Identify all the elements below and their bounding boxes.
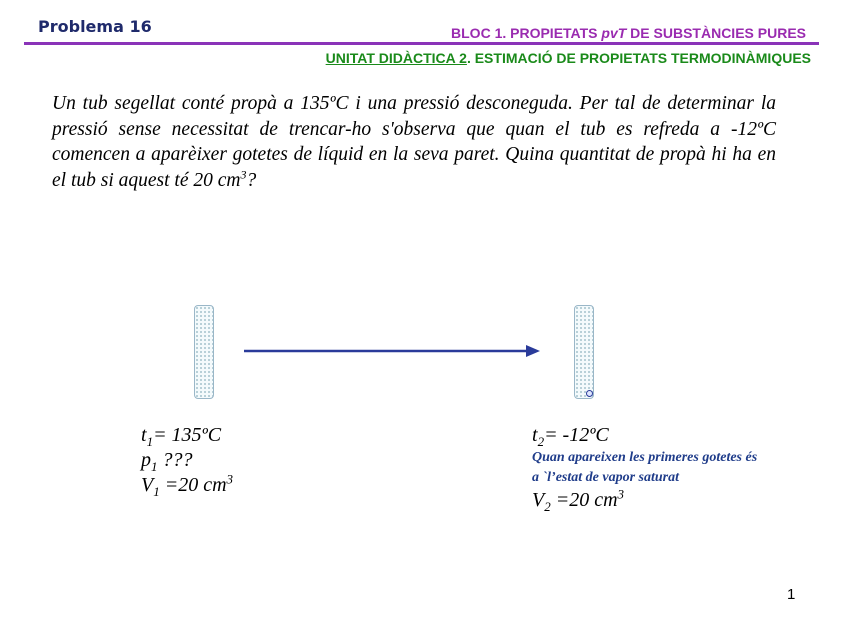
saturated-vapor-note-line-1: Quan apareixen les primeres gotetes és	[532, 450, 758, 465]
v2-symbol: V	[532, 489, 545, 511]
page-number: 1	[787, 586, 796, 603]
t2-symbol: t	[532, 424, 538, 446]
v2-superscript: 3	[617, 486, 625, 502]
unit-title-rest: . ESTIMACIÓ DE PROPIETATS TERMODINÀMIQUES	[466, 50, 811, 66]
final-volume	[532, 488, 757, 513]
initial-temperature	[141, 423, 233, 448]
block-title	[451, 25, 806, 41]
statement-end: ?	[246, 169, 257, 191]
final-temperature	[532, 423, 757, 448]
v1-symbol: V	[141, 474, 154, 496]
sealed-tube-initial	[194, 305, 214, 399]
t1-symbol: t	[141, 424, 147, 446]
statement-text: Un tub segellat conté propà a 135ºC i una pressió desconeguda. Per tal de determinar la pressió sense necessitat de trencar-ho s'observa que quan el tub es refreda a -12ºC comencen a aparèixer gotetes de líquid en la seva paret. Quina quantitat de propà hi ha en el tub si aquest té 20 cm	[52, 93, 776, 191]
unit-title-underlined: UNITAT DIDÀCTICA 2	[325, 50, 467, 66]
v1-value: =20 cm	[159, 474, 227, 496]
initial-state	[141, 423, 233, 498]
v1-subscript: 1	[153, 484, 160, 499]
p1-subscript: 1	[151, 459, 158, 474]
t2-value: = -12ºC	[544, 424, 609, 446]
v1-superscript: 3	[226, 471, 234, 487]
process-arrow	[240, 340, 545, 362]
p1-value: ???	[157, 449, 193, 471]
v2-value: =20 cm	[550, 489, 618, 511]
block-title-prefix: BLOC 1. PROPIETATS	[451, 25, 602, 41]
saturated-vapor-note-line-2: a `l’estat de vapor saturat	[532, 470, 679, 485]
t1-value: = 135ºC	[153, 424, 222, 446]
initial-volume	[141, 473, 233, 498]
statement-sup: 3	[240, 167, 247, 181]
final-state	[532, 423, 757, 513]
problem-statement	[52, 91, 776, 193]
t2-subscript: 2	[537, 434, 545, 449]
liquid-droplet	[586, 390, 593, 397]
unit-title	[326, 50, 811, 66]
block-title-suffix: DE SUBSTÀNCIES PURES	[626, 25, 806, 41]
t1-subscript: 1	[146, 434, 154, 449]
block-title-pvt: pvT	[601, 25, 627, 41]
p1-symbol: p	[141, 449, 151, 471]
problem-title: Problema 16	[38, 17, 152, 36]
sealed-tube-final	[574, 305, 594, 399]
v2-subscript: 2	[544, 499, 551, 514]
initial-pressure	[141, 448, 233, 473]
arrow-head	[526, 345, 540, 357]
header-divider	[24, 42, 819, 45]
